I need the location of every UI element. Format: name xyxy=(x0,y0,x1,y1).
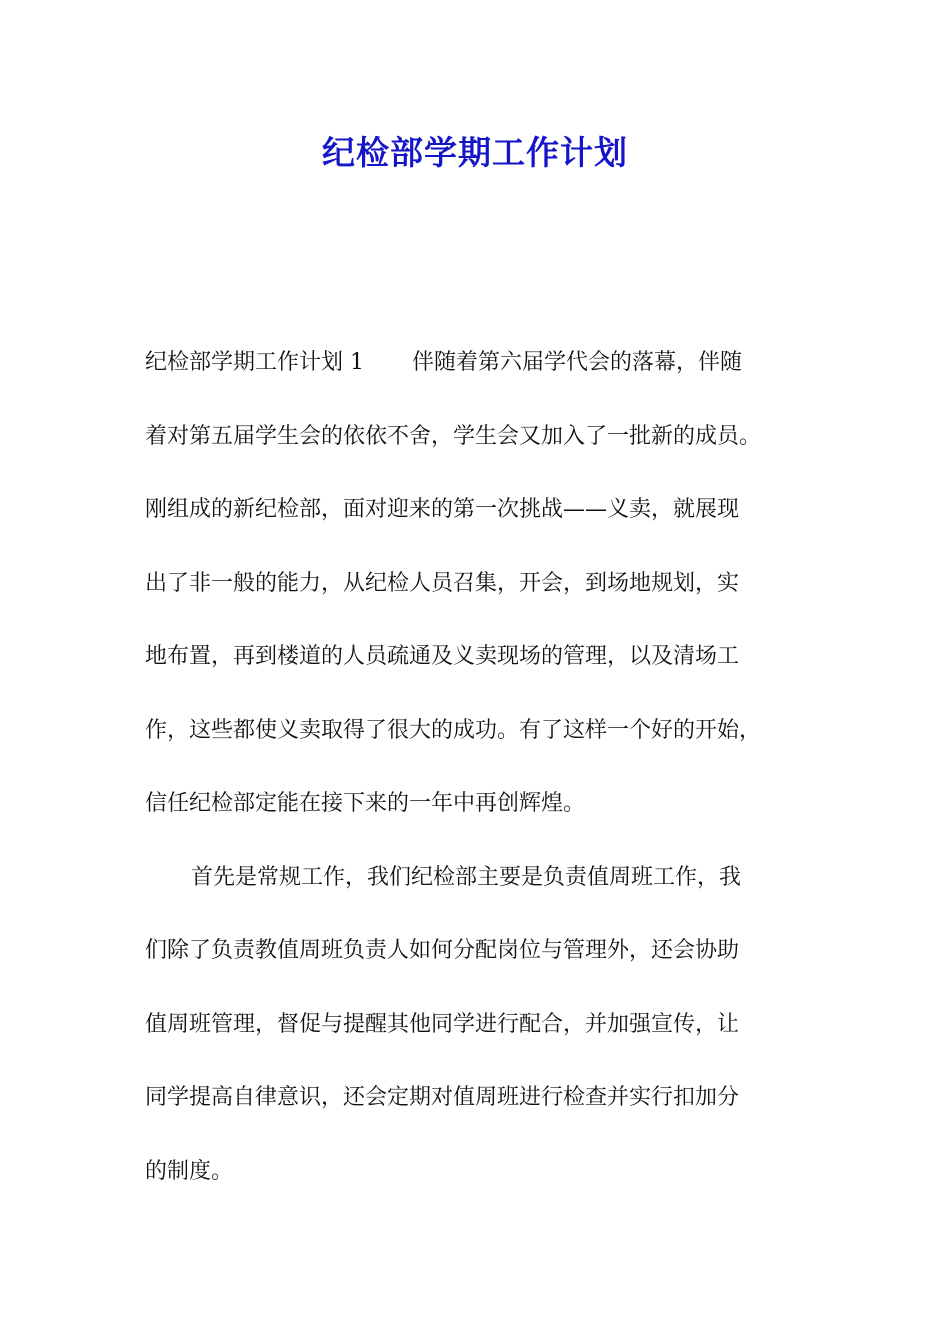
paragraph-1-line-5: 地布置，再到楼道的人员疏通及义卖现场的管理，以及清场工 xyxy=(145,644,740,669)
paragraph-1-line-6: 作，这些都使义卖取得了很大的成功。有了这样一个好的开始， xyxy=(145,717,762,743)
paragraph-1-line-4: 出了非一般的能力，从纪检人员召集，开会，到场地规划，实 xyxy=(145,570,740,596)
paragraph-1-line-3: 刚组成的新纪检部，面对迎来的第一次挑战——义卖，就展现 xyxy=(145,497,740,522)
document-title: 纪检部学期工作计划 xyxy=(322,133,628,172)
paragraph-2-line-2: 们除了负责教值周班负责人如何分配岗位与管理外，还会协助 xyxy=(145,938,740,963)
paragraph-1-line-2: 着对第五届学生会的依依不舍，学生会又加入了一批新的成员。 xyxy=(145,423,762,449)
paragraph-2-line-5: 的制度。 xyxy=(145,1158,234,1184)
paragraph-2-line-1: 首先是常规工作，我们纪检部主要是负责值周班工作，我 xyxy=(191,864,742,890)
document-body xyxy=(145,338,807,1220)
paragraph-2-line-4: 同学提高自律意识，还会定期对值周班进行检查并实行扣加分 xyxy=(145,1085,740,1110)
paragraph-1-line-1 xyxy=(145,338,807,412)
paragraph-1-line-7: 信任纪检部定能在接下来的一年中再创辉煌。 xyxy=(145,791,586,816)
plan-heading: 纪检部学期工作计划 1 xyxy=(145,350,364,375)
paragraph-1-text-1: 伴随着第六届学代会的落幕，伴随 xyxy=(412,350,743,375)
paragraph-2-line-3: 值周班管理，督促与提醒其他同学进行配合，并加强宣传，让 xyxy=(145,1011,740,1037)
